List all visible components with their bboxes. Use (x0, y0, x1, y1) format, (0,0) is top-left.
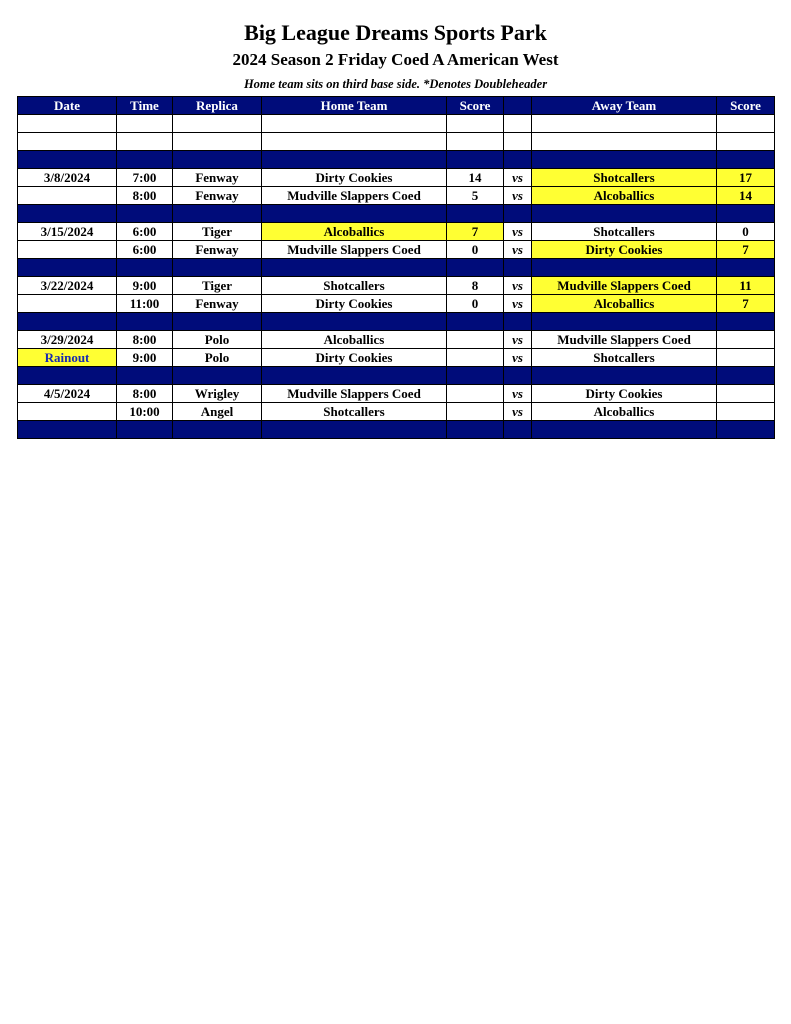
home-score: 14 (447, 169, 504, 187)
table-row (18, 223, 775, 241)
away-score: 7 (717, 241, 775, 259)
table-row (18, 169, 775, 187)
game-time: 9:00 (117, 349, 173, 367)
separator-row (18, 367, 775, 385)
game-date: 3/15/2024 (18, 223, 117, 241)
away-team: Alcoballics (532, 403, 717, 421)
vs-label: vs (504, 295, 532, 313)
home-score: 0 (447, 295, 504, 313)
away-team: Shotcallers (532, 349, 717, 367)
game-time: 6:00 (117, 223, 173, 241)
game-date: 3/22/2024 (18, 277, 117, 295)
separator-row (18, 259, 775, 277)
away-team: Mudville Slappers Coed (532, 277, 717, 295)
away-score: 7 (717, 295, 775, 313)
table-row (18, 295, 775, 313)
home-team: Alcoballics (262, 223, 447, 241)
col-away-header: Away Team (532, 97, 717, 115)
home-team: Dirty Cookies (262, 349, 447, 367)
game-replica: Polo (173, 331, 262, 349)
vs-label: vs (504, 277, 532, 295)
game-date: 3/29/2024 (18, 331, 117, 349)
game-replica: Wrigley (173, 385, 262, 403)
home-team: Dirty Cookies (262, 295, 447, 313)
game-time: 10:00 (117, 403, 173, 421)
away-score: 17 (717, 169, 775, 187)
vs-label: vs (504, 349, 532, 367)
away-score: 0 (717, 223, 775, 241)
table-row (18, 403, 775, 421)
rainout-badge: Rainout (18, 349, 117, 367)
game-replica: Fenway (173, 241, 262, 259)
vs-label: vs (504, 187, 532, 205)
game-date: 4/5/2024 (18, 385, 117, 403)
away-team: Alcoballics (532, 295, 717, 313)
col-time-header: Time (117, 97, 173, 115)
vs-label: vs (504, 403, 532, 421)
away-team: Shotcallers (532, 223, 717, 241)
vs-label: vs (504, 223, 532, 241)
game-replica: Fenway (173, 187, 262, 205)
col-date-header: Date (18, 97, 117, 115)
game-replica: Fenway (173, 295, 262, 313)
schedule-note: Home team sits on third base side. *Denotes Doubleheader (243, 77, 548, 91)
separator-row (18, 151, 775, 169)
table-row (18, 241, 775, 259)
home-team: Mudville Slappers Coed (262, 241, 447, 259)
home-score: 7 (447, 223, 504, 241)
away-score (717, 331, 775, 349)
game-date (18, 295, 117, 313)
game-replica: Angel (173, 403, 262, 421)
col-vs-header (504, 97, 532, 115)
home-score: 5 (447, 187, 504, 205)
separator-row (18, 205, 775, 223)
separator-row (18, 313, 775, 331)
home-team: Dirty Cookies (262, 169, 447, 187)
page-title: Big League Dreams Sports Park (244, 20, 547, 45)
home-score (447, 403, 504, 421)
home-team: Shotcallers (262, 277, 447, 295)
vs-label: vs (504, 241, 532, 259)
page-subtitle: 2024 Season 2 Friday Coed A American West (232, 50, 559, 69)
game-replica: Tiger (173, 277, 262, 295)
home-team: Mudville Slappers Coed (262, 385, 447, 403)
away-team: Alcoballics (532, 187, 717, 205)
game-time: 9:00 (117, 277, 173, 295)
home-score: 8 (447, 277, 504, 295)
vs-label: vs (504, 385, 532, 403)
home-score (447, 349, 504, 367)
game-time: 6:00 (117, 241, 173, 259)
home-score (447, 331, 504, 349)
header-row (18, 97, 775, 115)
game-time: 8:00 (117, 187, 173, 205)
home-score: 0 (447, 241, 504, 259)
home-score (447, 385, 504, 403)
game-time: 8:00 (117, 331, 173, 349)
schedule-table (17, 96, 775, 439)
table-row (18, 331, 775, 349)
empty-row (18, 133, 775, 151)
game-date (18, 187, 117, 205)
game-date (18, 403, 117, 421)
game-time: 8:00 (117, 385, 173, 403)
away-team: Shotcallers (532, 169, 717, 187)
col-away-score-header: Score (717, 97, 775, 115)
away-score (717, 385, 775, 403)
vs-label: vs (504, 331, 532, 349)
home-team: Alcoballics (262, 331, 447, 349)
away-team: Dirty Cookies (532, 241, 717, 259)
table-row (18, 385, 775, 403)
game-time: 11:00 (117, 295, 173, 313)
away-team: Dirty Cookies (532, 385, 717, 403)
game-date (18, 241, 117, 259)
home-team: Mudville Slappers Coed (262, 187, 447, 205)
table-row (18, 187, 775, 205)
away-score: 14 (717, 187, 775, 205)
away-team: Mudville Slappers Coed (532, 331, 717, 349)
away-score: 11 (717, 277, 775, 295)
col-home-header: Home Team (262, 97, 447, 115)
away-score (717, 349, 775, 367)
game-time: 7:00 (117, 169, 173, 187)
table-row (18, 349, 775, 367)
vs-label: vs (504, 169, 532, 187)
game-date: 3/8/2024 (18, 169, 117, 187)
home-team: Shotcallers (262, 403, 447, 421)
game-replica: Polo (173, 349, 262, 367)
game-replica: Tiger (173, 223, 262, 241)
game-replica: Fenway (173, 169, 262, 187)
col-home-score-header: Score (447, 97, 504, 115)
table-row (18, 277, 775, 295)
col-replica-header: Replica (173, 97, 262, 115)
empty-row (18, 115, 775, 133)
separator-row (18, 421, 775, 439)
away-score (717, 403, 775, 421)
